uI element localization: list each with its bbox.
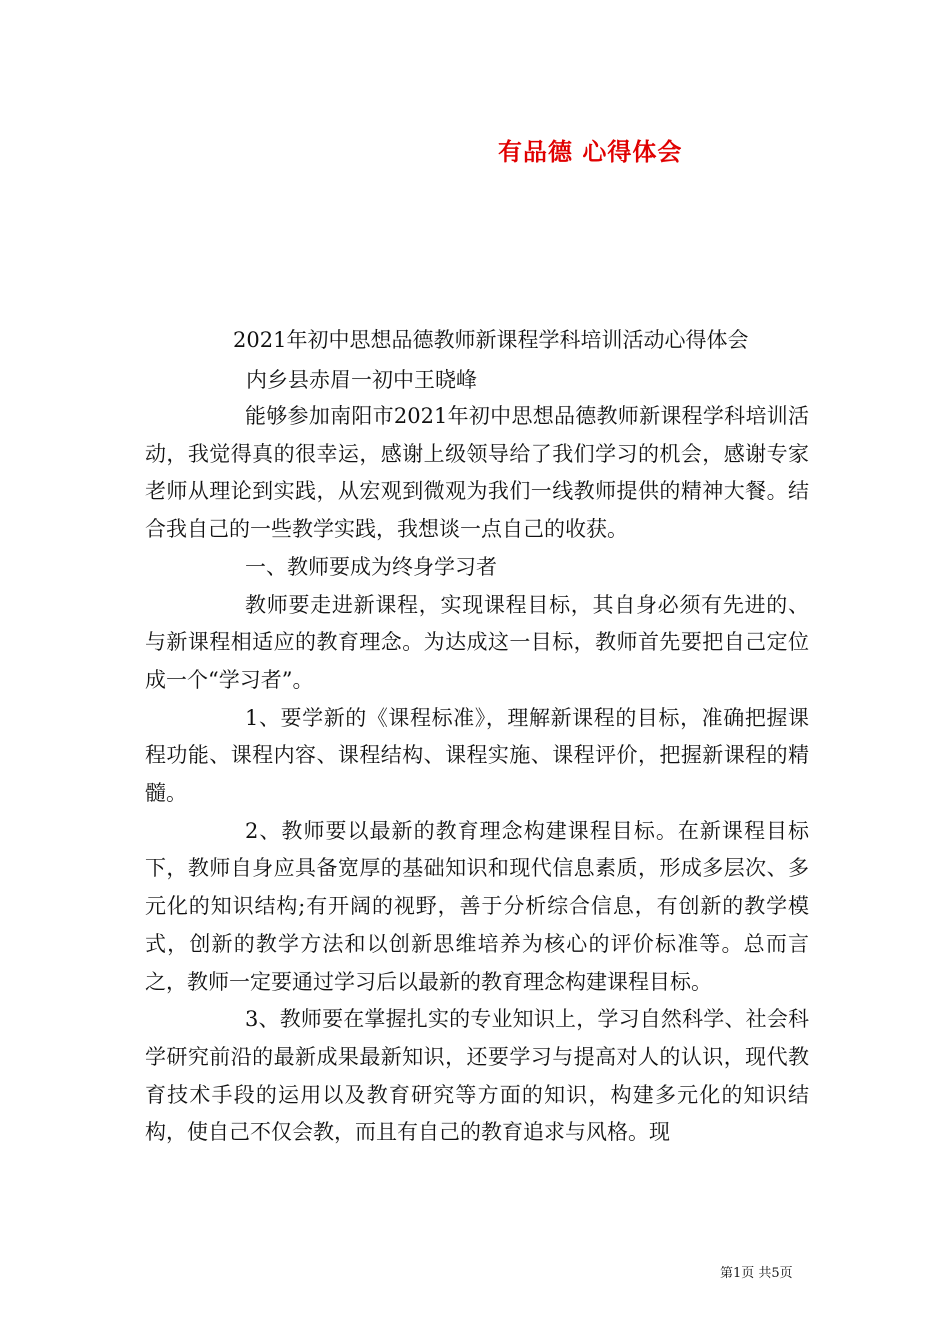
page-number: 第1页 共5页 [720, 1266, 793, 1281]
document-body [145, 398, 809, 1152]
document-author: 内乡县赤眉一初中王晓峰 [246, 368, 477, 392]
document-title: 2021年初中思想品德教师新课程学科培训活动心得体会 [233, 328, 749, 352]
paragraph-point-1: 1、要学新的《课程标准》，理解新课程的目标，准确把握课程功能、课程内容、课程结构、课程实施、课程评价，把握新课程的精髓。 [145, 705, 809, 806]
paragraph-point-2: 2、教师要以最新的教育理念构建课程目标。在新课程目标下，教师自身应具备宽厚的基础知识和现代信息素质，形成多层次、多元化的知识结构;有开阔的视野，善于分析综合信息，有创新的教学模式，创新的教学方法和以创新思维培养为核心的评价标准等。总而言之，教师一定要通过学习后以最新的教育理念构建课程目标。 [145, 818, 809, 994]
header-title: 有品德 心得体会 [498, 137, 683, 166]
paragraph-point-3: 3、教师要在掌握扎实的专业知识上，学习自然科学、社会科学研究前沿的最新成果最新知识，还要学习与提高对人的认识，现代教育技术手段的运用以及教育研究等方面的知识，构建多元化的知识结构，使自己不仅会教，而且有自己的教育追求与风格。现 [145, 1007, 809, 1145]
paragraph-intro: 能够参加南阳市2021年初中思想品德教师新课程学科培训活动，我觉得真的很幸运，感谢上级领导给了我们学习的机会，感谢专家老师从理论到实践，从宏观到微观为我们一线教师提供的精神大餐。结合我自己的一些教学实践，我想谈一点自己的收获。 [145, 404, 809, 542]
paragraph-section-intro: 教师要走进新课程，实现课程目标，其自身必须有先进的、与新课程相适应的教育理念。为达成这一目标，教师首先要把自己定位成一个“学习者”。 [145, 592, 809, 692]
section-heading: 一、教师要成为终身学习者 [245, 554, 497, 579]
